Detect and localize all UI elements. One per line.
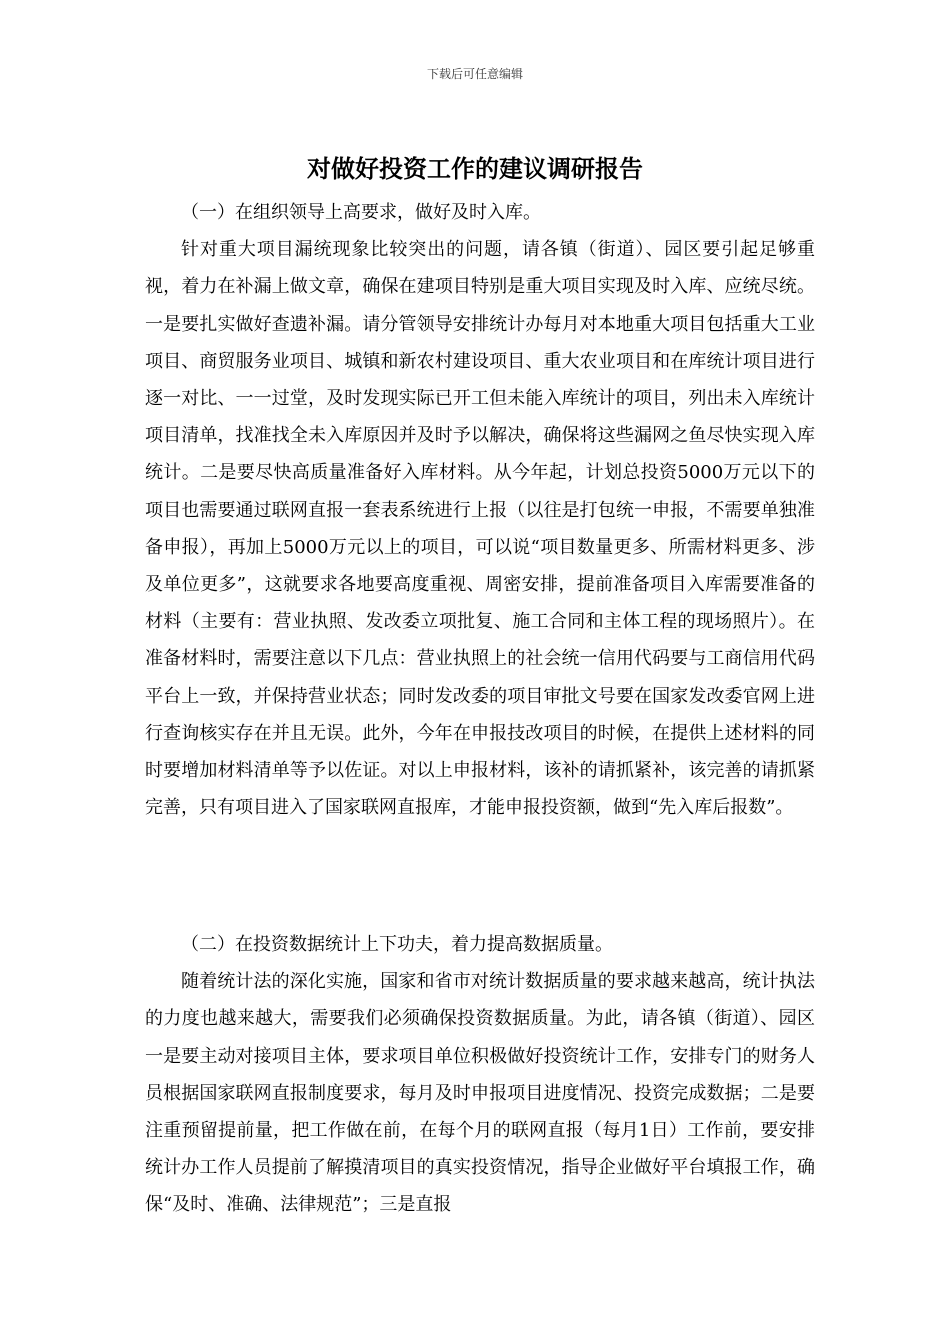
section-1-paragraph: 针对重大项目漏统现象比较突出的问题，请各镇（街道）、园区要引起足够重视，着力在补漏上做文章，确保在建项目特别是重大项目实现及时入库、应统尽统。一是要扎实做好查遗补漏。请分管领导安排统计办每月对本地重大项目包括重大工业项目、商贸服务业项目、城镇和新农村建设项目、重大农业项目和在库统计项目进行逐一对比、一一过堂，及时发现实际已开工但未能入库统计的项目，列出未入库统计项目清单，找准找全未入库原因并及时予以解决，确保将这些漏网之鱼尽快实现入库统计。二是要尽快高质量准备好入库材料。从今年起，计划总投资5000万元以下的项目也需要通过联网直报一套表系统进行上报（以往是打包统一申报，不需要单独准备申报），再加上5000万元以上的项目，可以说“项目数量更多、所需材料更多、涉及单位更多”，这就要求各地要高度重视、周密安排，提前准备项目入库需要准备的材料（主要有：营业执照、发改委立项批复、施工合同和主体工程的现场照片）。在准备材料时，需要注意以下几点：营业执照上的社会统一信用代码要与工商信用代码平台上一致，并保持营业状态；同时发改委的项目审批文号要在国家发改委官网上进行查询核实存在并且无误。此外，今年在申报技改项目的时候，在提供上述材料的同时要增加材料清单等予以佐证。对以上申报材料，该补的请抓紧补，该完善的请抓紧完善，只有项目进入了国家联网直报库，才能申报投资额，做到“先入库后报数”。 [145, 239, 815, 819]
section-2-paragraph: 随着统计法的深化实施，国家和省市对统计数据质量的要求越来越高，统计执法的力度也越来越大，需要我们必须确保投资数据质量。为此，请各镇（街道）、园区一是要主动对接项目主体，要求项目单位积极做好投资统计工作，安排专门的财务人员根据国家联网直报制度要求，每月及时申报项目进度情况、投资完成数据；二是要注重预留提前量，把工作做在前，在每个月的联网直报（每月1日）工作前，要安排统计办工作人员提前了解摸清项目的真实投资情况，指导企业做好平台填报工作，确保“及时、准确、法律规范”；三是直报 [145, 971, 815, 1216]
section-2-heading: （二）在投资数据统计上下功夫，着力提高数据质量。 [181, 934, 613, 955]
section-2 [145, 926, 815, 1224]
section-1-heading: （一）在组织领导上高要求，做好及时入库。 [181, 202, 541, 223]
header-note: 下载后可任意编辑 [426, 67, 523, 81]
section-1 [145, 194, 815, 826]
document-title: 对做好投资工作的建议调研报告 [307, 154, 643, 183]
